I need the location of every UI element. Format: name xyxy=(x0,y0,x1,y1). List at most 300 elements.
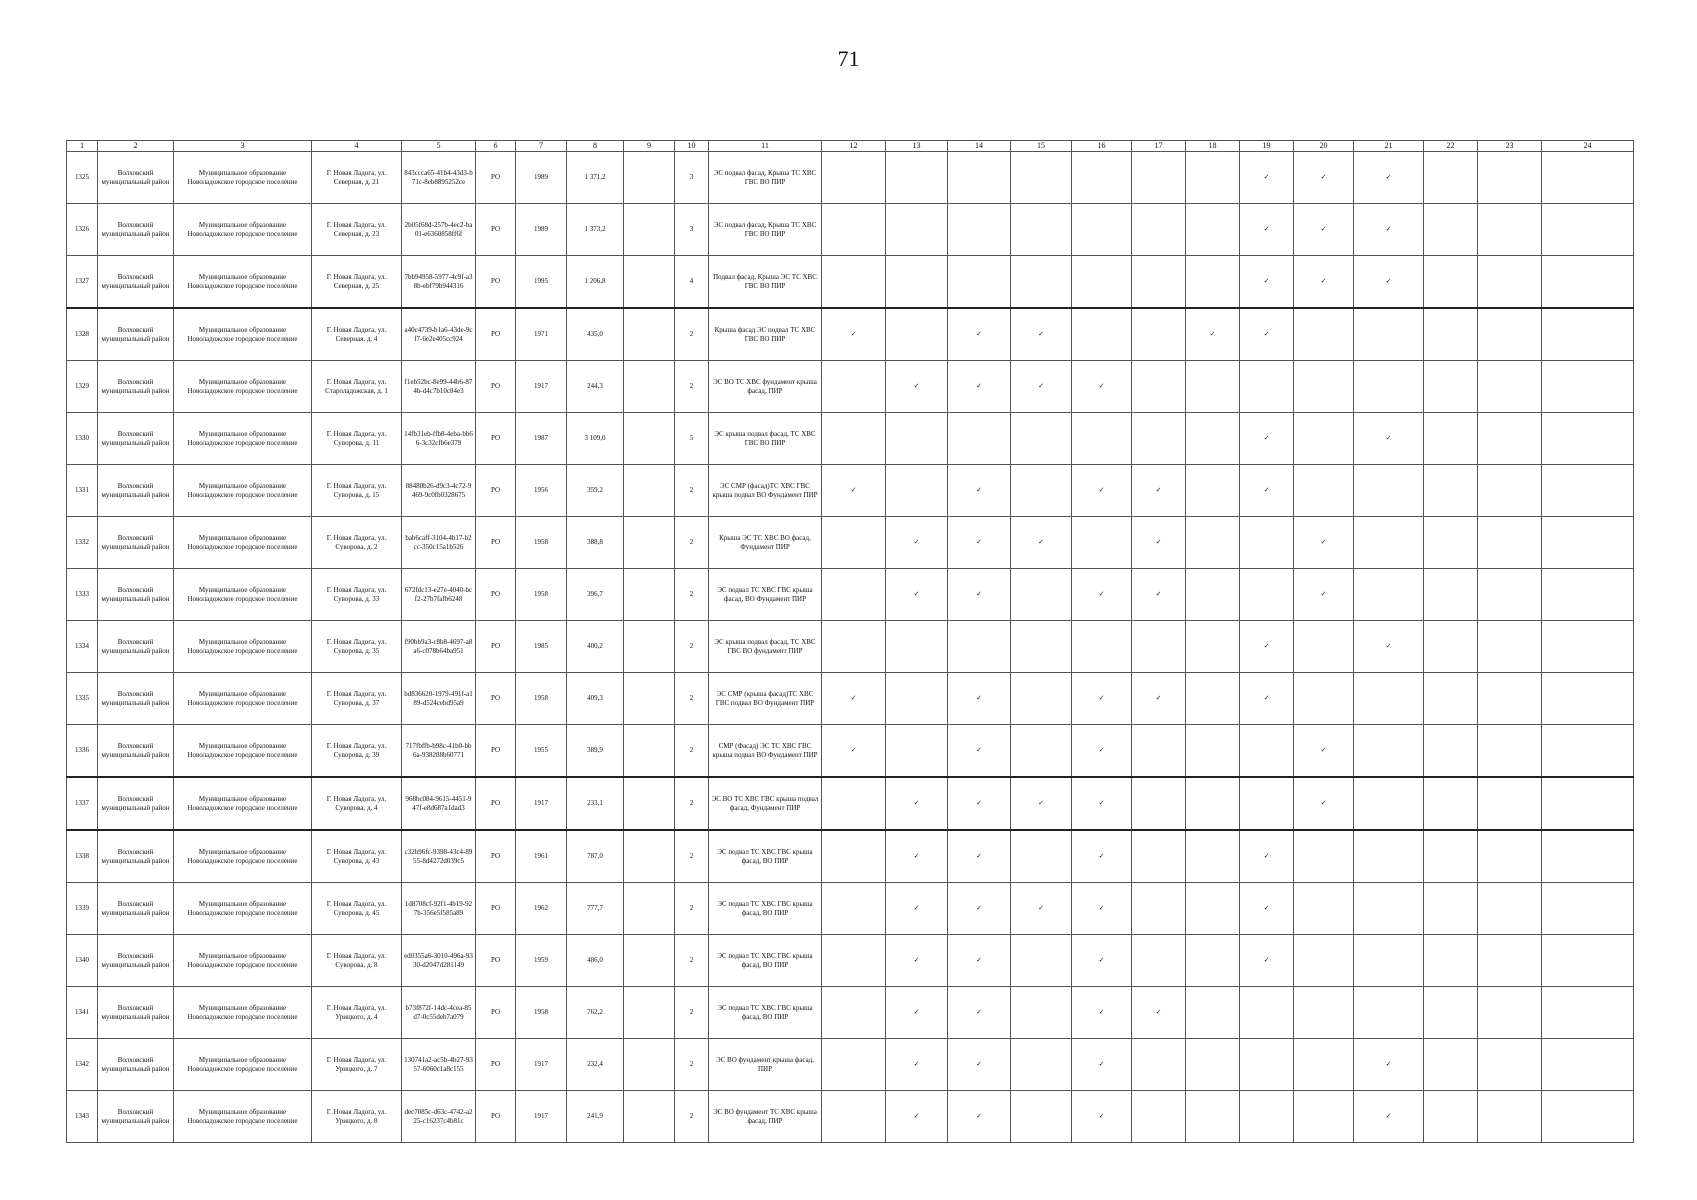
empty-mark-cell xyxy=(1478,152,1542,204)
checkmark-icon: ✓ xyxy=(1294,725,1354,778)
works-cell: ЭС ВО ТС ХВС ГВС крыша подвал фасад, Фундамент ПИР xyxy=(709,777,822,830)
empty-mark-cell xyxy=(1011,935,1072,987)
empty-mark-cell xyxy=(1478,673,1542,725)
empty-mark-cell xyxy=(1011,204,1072,256)
empty-mark-cell xyxy=(1424,883,1478,935)
table-row xyxy=(67,1091,1634,1143)
checkmark-icon: ✓ xyxy=(886,777,948,830)
column-10-cell: 2 xyxy=(675,777,709,830)
empty-mark-cell xyxy=(1424,361,1478,413)
area-cell: 1 206,8 xyxy=(567,256,624,309)
address-cell: Г. Новая Ладога, ул. Северная, д. 25 xyxy=(312,256,402,309)
column-number-row xyxy=(67,141,1634,152)
table-row xyxy=(67,465,1634,517)
column-9-cell xyxy=(624,569,675,621)
row-number: 1335 xyxy=(67,673,98,725)
row-number: 1338 xyxy=(67,830,98,883)
checkmark-icon: ✓ xyxy=(948,517,1011,569)
checkmark-icon: ✓ xyxy=(1294,256,1354,309)
district-cell: Волховский муниципальный район xyxy=(98,413,174,465)
year-cell: 1989 xyxy=(516,152,567,204)
column-9-cell xyxy=(624,1039,675,1091)
table-body xyxy=(67,152,1634,1143)
municipality-cell: Муниципальное образование Новоладожское городское поселение xyxy=(174,1091,312,1143)
column-10-cell: 3 xyxy=(675,152,709,204)
empty-mark-cell xyxy=(1240,361,1294,413)
address-cell: Г. Новая Ладога, ул. Урицкого, д. 4 xyxy=(312,987,402,1039)
empty-mark-cell xyxy=(1132,413,1186,465)
checkmark-icon: ✓ xyxy=(948,935,1011,987)
house-code-cell: 7bb94958-5977-4c9f-a38b-ebf79b944316 xyxy=(402,256,476,309)
empty-mark-cell xyxy=(948,256,1011,309)
empty-mark-cell xyxy=(1424,673,1478,725)
empty-mark-cell xyxy=(1186,517,1240,569)
column-10-cell: 2 xyxy=(675,883,709,935)
empty-mark-cell xyxy=(1542,204,1634,256)
row-number: 1325 xyxy=(67,152,98,204)
empty-mark-cell xyxy=(1542,413,1634,465)
address-cell: Г. Новая Ладога, ул. Суворова, д. 8 xyxy=(312,935,402,987)
empty-mark-cell xyxy=(1294,830,1354,883)
column-9-cell xyxy=(624,361,675,413)
empty-mark-cell xyxy=(1294,1039,1354,1091)
checkmark-icon: ✓ xyxy=(1354,256,1424,309)
column-10-cell: 2 xyxy=(675,465,709,517)
type-cell: РО xyxy=(476,308,516,361)
row-number: 1326 xyxy=(67,204,98,256)
empty-mark-cell xyxy=(1240,725,1294,778)
empty-mark-cell xyxy=(1011,987,1072,1039)
area-cell: 388,8 xyxy=(567,517,624,569)
works-cell: Подвал фасад, Крыша ЭС ТС ХВС ГВС ВО ПИР xyxy=(709,256,822,309)
checkmark-icon: ✓ xyxy=(948,725,1011,778)
empty-mark-cell xyxy=(1478,256,1542,309)
column-10-cell: 2 xyxy=(675,725,709,778)
district-cell: Волховский муниципальный район xyxy=(98,777,174,830)
municipality-cell: Муниципальное образование Новоладожское городское поселение xyxy=(174,517,312,569)
empty-mark-cell xyxy=(1011,830,1072,883)
checkmark-icon: ✓ xyxy=(822,308,886,361)
empty-mark-cell xyxy=(822,1039,886,1091)
empty-mark-cell xyxy=(1424,935,1478,987)
area-cell: 359,2 xyxy=(567,465,624,517)
row-number: 1337 xyxy=(67,777,98,830)
empty-mark-cell xyxy=(1186,883,1240,935)
empty-mark-cell xyxy=(886,308,948,361)
column-10-cell: 2 xyxy=(675,621,709,673)
column-number-4: 4 xyxy=(312,141,402,152)
year-cell: 1917 xyxy=(516,1039,567,1091)
column-number-5: 5 xyxy=(402,141,476,152)
empty-mark-cell xyxy=(1186,725,1240,778)
empty-mark-cell xyxy=(1132,830,1186,883)
year-cell: 1962 xyxy=(516,883,567,935)
checkmark-icon: ✓ xyxy=(1072,1091,1132,1143)
checkmark-icon: ✓ xyxy=(886,883,948,935)
empty-mark-cell xyxy=(1542,361,1634,413)
district-cell: Волховский муниципальный район xyxy=(98,204,174,256)
column-number-24: 24 xyxy=(1542,141,1634,152)
empty-mark-cell xyxy=(1354,935,1424,987)
district-cell: Волховский муниципальный район xyxy=(98,830,174,883)
municipality-cell: Муниципальное образование Новоладожское городское поселение xyxy=(174,673,312,725)
checkmark-icon: ✓ xyxy=(948,1091,1011,1143)
works-cell: ЭС ВО ТС ХВС фундамент крыша фасад, ПИР xyxy=(709,361,822,413)
empty-mark-cell xyxy=(1478,777,1542,830)
empty-mark-cell xyxy=(1011,413,1072,465)
house-code-cell: a40c4739-b1a6-43de-9cf7-6e2e405cc924 xyxy=(402,308,476,361)
column-number-21: 21 xyxy=(1354,141,1424,152)
house-code-cell: 130741a2-ac5b-4b27-9357-6060c1a8c155 xyxy=(402,1039,476,1091)
address-cell: Г. Новая Ладога, ул. Староладожская, д. 1 xyxy=(312,361,402,413)
empty-mark-cell xyxy=(1294,1091,1354,1143)
type-cell: РО xyxy=(476,935,516,987)
empty-mark-cell xyxy=(1186,777,1240,830)
area-cell: 3 109,0 xyxy=(567,413,624,465)
checkmark-icon: ✓ xyxy=(1354,1091,1424,1143)
table-row xyxy=(67,673,1634,725)
empty-mark-cell xyxy=(822,413,886,465)
checkmark-icon: ✓ xyxy=(1072,830,1132,883)
empty-mark-cell xyxy=(822,517,886,569)
table-row xyxy=(67,1039,1634,1091)
checkmark-icon: ✓ xyxy=(1294,204,1354,256)
checkmark-icon: ✓ xyxy=(1240,413,1294,465)
empty-mark-cell xyxy=(1424,1091,1478,1143)
district-cell: Волховский муниципальный район xyxy=(98,935,174,987)
column-9-cell xyxy=(624,256,675,309)
empty-mark-cell xyxy=(1478,204,1542,256)
checkmark-icon: ✓ xyxy=(948,569,1011,621)
column-9-cell xyxy=(624,621,675,673)
column-number-16: 16 xyxy=(1072,141,1132,152)
empty-mark-cell xyxy=(1011,621,1072,673)
checkmark-icon: ✓ xyxy=(886,935,948,987)
empty-mark-cell xyxy=(1294,361,1354,413)
empty-mark-cell xyxy=(822,935,886,987)
house-code-cell: f90bb9a3-c8b8-4697-a8a6-c078b64ba951 xyxy=(402,621,476,673)
checkmark-icon: ✓ xyxy=(948,883,1011,935)
house-code-cell: f1eb52bc-8e99-44b6-874b-d4c7b10c84e3 xyxy=(402,361,476,413)
municipality-cell: Муниципальное образование Новоладожское городское поселение xyxy=(174,621,312,673)
year-cell: 1917 xyxy=(516,361,567,413)
checkmark-icon: ✓ xyxy=(1072,465,1132,517)
empty-mark-cell xyxy=(1186,830,1240,883)
empty-mark-cell xyxy=(1424,204,1478,256)
address-cell: Г. Новая Ладога, ул. Северная, д. 4 xyxy=(312,308,402,361)
checkmark-icon: ✓ xyxy=(822,725,886,778)
checkmark-icon: ✓ xyxy=(886,361,948,413)
type-cell: РО xyxy=(476,777,516,830)
checkmark-icon: ✓ xyxy=(886,517,948,569)
type-cell: РО xyxy=(476,621,516,673)
municipality-cell: Муниципальное образование Новоладожское городское поселение xyxy=(174,465,312,517)
empty-mark-cell xyxy=(1354,883,1424,935)
empty-mark-cell xyxy=(1132,204,1186,256)
area-cell: 777,7 xyxy=(567,883,624,935)
empty-mark-cell xyxy=(1478,413,1542,465)
empty-mark-cell xyxy=(948,152,1011,204)
column-number-1: 1 xyxy=(67,141,98,152)
checkmark-icon: ✓ xyxy=(948,673,1011,725)
year-cell: 1955 xyxy=(516,725,567,778)
empty-mark-cell xyxy=(1240,1091,1294,1143)
works-cell: ЭС СМР (крыша фасад)ТС ХВС ГВС подвал ВО Фундамент ПИР xyxy=(709,673,822,725)
checkmark-icon: ✓ xyxy=(1240,673,1294,725)
empty-mark-cell xyxy=(1186,1039,1240,1091)
empty-mark-cell xyxy=(886,204,948,256)
house-code-cell: 14fb31eb-ffb8-4eba-bb66-3c32cfb6e379 xyxy=(402,413,476,465)
works-cell: ЭС подвал фасад, Крыша ТС ХВС ГВС ВО ПИР xyxy=(709,204,822,256)
column-9-cell xyxy=(624,152,675,204)
empty-mark-cell xyxy=(1132,361,1186,413)
type-cell: РО xyxy=(476,256,516,309)
address-cell: Г. Новая Ладога, ул. Суворова, д. 43 xyxy=(312,830,402,883)
empty-mark-cell xyxy=(1011,256,1072,309)
district-cell: Волховский муниципальный район xyxy=(98,725,174,778)
empty-mark-cell xyxy=(1132,152,1186,204)
house-code-cell: b73f872f-14dc-4cea-85d7-0c55deb7a079 xyxy=(402,987,476,1039)
checkmark-icon: ✓ xyxy=(1132,465,1186,517)
empty-mark-cell xyxy=(1478,621,1542,673)
table-row xyxy=(67,204,1634,256)
empty-mark-cell xyxy=(822,204,886,256)
column-9-cell xyxy=(624,308,675,361)
empty-mark-cell xyxy=(1186,1091,1240,1143)
empty-mark-cell xyxy=(1542,1091,1634,1143)
works-cell: Крыша фасад ЭС подвал ТС ХВС ГВС ВО ПИР xyxy=(709,308,822,361)
column-9-cell xyxy=(624,777,675,830)
empty-mark-cell xyxy=(1542,725,1634,778)
checkmark-icon: ✓ xyxy=(886,1091,948,1143)
district-cell: Волховский муниципальный район xyxy=(98,308,174,361)
empty-mark-cell xyxy=(1424,413,1478,465)
municipality-cell: Муниципальное образование Новоладожское городское поселение xyxy=(174,256,312,309)
area-cell: 787,0 xyxy=(567,830,624,883)
area-cell: 232,4 xyxy=(567,1039,624,1091)
table-row xyxy=(67,256,1634,309)
column-number-10: 10 xyxy=(675,141,709,152)
empty-mark-cell xyxy=(1478,883,1542,935)
checkmark-icon: ✓ xyxy=(886,987,948,1039)
empty-mark-cell xyxy=(1542,465,1634,517)
column-10-cell: 2 xyxy=(675,987,709,1039)
works-cell: ЭС подвал ТС ХВС ГВС крыша фасад, ВО ПИР xyxy=(709,883,822,935)
checkmark-icon: ✓ xyxy=(1072,569,1132,621)
municipality-cell: Муниципальное образование Новоладожское городское поселение xyxy=(174,152,312,204)
empty-mark-cell xyxy=(886,413,948,465)
empty-mark-cell xyxy=(1186,621,1240,673)
house-code-cell: dec7085c-d63c-4742-a225-c16237c4b81c xyxy=(402,1091,476,1143)
district-cell: Волховский муниципальный район xyxy=(98,256,174,309)
checkmark-icon: ✓ xyxy=(1240,152,1294,204)
empty-mark-cell xyxy=(1240,517,1294,569)
empty-mark-cell xyxy=(1424,830,1478,883)
area-cell: 486,0 xyxy=(567,935,624,987)
row-number: 1340 xyxy=(67,935,98,987)
empty-mark-cell xyxy=(948,413,1011,465)
column-number-14: 14 xyxy=(948,141,1011,152)
empty-mark-cell xyxy=(1294,308,1354,361)
empty-mark-cell xyxy=(1186,152,1240,204)
empty-mark-cell xyxy=(822,256,886,309)
type-cell: РО xyxy=(476,1091,516,1143)
type-cell: РО xyxy=(476,152,516,204)
checkmark-icon: ✓ xyxy=(1354,413,1424,465)
address-cell: Г. Новая Ладога, ул. Урицкого, д. 8 xyxy=(312,1091,402,1143)
type-cell: РО xyxy=(476,413,516,465)
empty-mark-cell xyxy=(1542,883,1634,935)
checkmark-icon: ✓ xyxy=(1072,673,1132,725)
empty-mark-cell xyxy=(1542,308,1634,361)
checkmark-icon: ✓ xyxy=(1011,777,1072,830)
house-code-cell: 1d8708cf-92f1-4b19-927b-356e5f585a89 xyxy=(402,883,476,935)
year-cell: 1917 xyxy=(516,1091,567,1143)
municipality-cell: Муниципальное образование Новоладожское городское поселение xyxy=(174,308,312,361)
empty-mark-cell xyxy=(822,830,886,883)
empty-mark-cell xyxy=(1354,569,1424,621)
checkmark-icon: ✓ xyxy=(1240,256,1294,309)
year-cell: 1917 xyxy=(516,777,567,830)
empty-mark-cell xyxy=(1132,725,1186,778)
empty-mark-cell xyxy=(1478,308,1542,361)
row-number: 1331 xyxy=(67,465,98,517)
table-row xyxy=(67,777,1634,830)
municipality-cell: Муниципальное образование Новоладожское городское поселение xyxy=(174,987,312,1039)
empty-mark-cell xyxy=(1424,517,1478,569)
empty-mark-cell xyxy=(1294,935,1354,987)
empty-mark-cell xyxy=(948,204,1011,256)
address-cell: Г. Новая Ладога, ул. Северная, д. 23 xyxy=(312,204,402,256)
empty-mark-cell xyxy=(1478,830,1542,883)
year-cell: 1958 xyxy=(516,517,567,569)
column-number-22: 22 xyxy=(1424,141,1478,152)
column-number-18: 18 xyxy=(1186,141,1240,152)
checkmark-icon: ✓ xyxy=(1240,830,1294,883)
empty-mark-cell xyxy=(1072,308,1132,361)
year-cell: 1958 xyxy=(516,569,567,621)
empty-mark-cell xyxy=(1424,777,1478,830)
empty-mark-cell xyxy=(1542,569,1634,621)
empty-mark-cell xyxy=(1132,256,1186,309)
empty-mark-cell xyxy=(1186,256,1240,309)
area-cell: 1 373,2 xyxy=(567,204,624,256)
district-cell: Волховский муниципальный район xyxy=(98,517,174,569)
empty-mark-cell xyxy=(1424,569,1478,621)
checkmark-icon: ✓ xyxy=(948,987,1011,1039)
checkmark-icon: ✓ xyxy=(1072,361,1132,413)
type-cell: РО xyxy=(476,987,516,1039)
empty-mark-cell xyxy=(1424,256,1478,309)
municipality-cell: Муниципальное образование Новоладожское городское поселение xyxy=(174,569,312,621)
empty-mark-cell xyxy=(1542,152,1634,204)
type-cell: РО xyxy=(476,1039,516,1091)
empty-mark-cell xyxy=(1478,569,1542,621)
empty-mark-cell xyxy=(1072,517,1132,569)
empty-mark-cell xyxy=(1011,569,1072,621)
empty-mark-cell xyxy=(1186,987,1240,1039)
area-cell: 396,7 xyxy=(567,569,624,621)
column-number-15: 15 xyxy=(1011,141,1072,152)
district-cell: Волховский муниципальный район xyxy=(98,465,174,517)
works-cell: СМР (Фасад) ЭС ТС ХВС ГВС крыша подвал ВО Фундамент ПИР xyxy=(709,725,822,778)
table-row xyxy=(67,517,1634,569)
empty-mark-cell xyxy=(1354,777,1424,830)
address-cell: Г. Новая Ладога, ул. Суворова, д. 4 xyxy=(312,777,402,830)
municipality-cell: Муниципальное образование Новоладожское городское поселение xyxy=(174,935,312,987)
checkmark-icon: ✓ xyxy=(1240,621,1294,673)
empty-mark-cell xyxy=(1542,256,1634,309)
address-cell: Г. Новая Ладога, ул. Суворова, д. 15 xyxy=(312,465,402,517)
checkmark-icon: ✓ xyxy=(1132,673,1186,725)
area-cell: 241,9 xyxy=(567,1091,624,1143)
works-cell: ЭС подвал ТС ХВС ГВС крыша фасад, ВО ПИР xyxy=(709,987,822,1039)
district-cell: Волховский муниципальный район xyxy=(98,569,174,621)
row-number: 1329 xyxy=(67,361,98,413)
checkmark-icon: ✓ xyxy=(1132,569,1186,621)
column-10-cell: 2 xyxy=(675,673,709,725)
row-number: 1328 xyxy=(67,308,98,361)
empty-mark-cell xyxy=(1478,935,1542,987)
area-cell: 400,2 xyxy=(567,621,624,673)
empty-mark-cell xyxy=(1294,883,1354,935)
column-9-cell xyxy=(624,517,675,569)
row-number: 1330 xyxy=(67,413,98,465)
empty-mark-cell xyxy=(1132,621,1186,673)
empty-mark-cell xyxy=(1354,517,1424,569)
empty-mark-cell xyxy=(948,621,1011,673)
empty-mark-cell xyxy=(1072,204,1132,256)
municipality-cell: Муниципальное образование Новоладожское городское поселение xyxy=(174,361,312,413)
column-9-cell xyxy=(624,673,675,725)
empty-mark-cell xyxy=(1354,830,1424,883)
works-cell: ЭС ВО фундамент крыша фасад, ПИР xyxy=(709,1039,822,1091)
checkmark-icon: ✓ xyxy=(886,569,948,621)
checkmark-icon: ✓ xyxy=(1354,152,1424,204)
empty-mark-cell xyxy=(1240,987,1294,1039)
empty-mark-cell xyxy=(1294,621,1354,673)
empty-mark-cell xyxy=(1011,1039,1072,1091)
empty-mark-cell xyxy=(1478,465,1542,517)
empty-mark-cell xyxy=(1186,935,1240,987)
district-cell: Волховский муниципальный район xyxy=(98,883,174,935)
type-cell: РО xyxy=(476,361,516,413)
checkmark-icon: ✓ xyxy=(1354,204,1424,256)
column-10-cell: 3 xyxy=(675,204,709,256)
table-row xyxy=(67,935,1634,987)
empty-mark-cell xyxy=(1011,725,1072,778)
house-code-cell: c32b96fc-9398-43c4-8955-8d4272d039c5 xyxy=(402,830,476,883)
empty-mark-cell xyxy=(1072,621,1132,673)
empty-mark-cell xyxy=(1542,673,1634,725)
empty-mark-cell xyxy=(822,1091,886,1143)
row-number: 1339 xyxy=(67,883,98,935)
address-cell: Г. Новая Ладога, ул. Северная, д. 21 xyxy=(312,152,402,204)
checkmark-icon: ✓ xyxy=(1011,883,1072,935)
empty-mark-cell xyxy=(886,465,948,517)
address-cell: Г. Новая Ладога, ул. Суворова, д. 33 xyxy=(312,569,402,621)
checkmark-icon: ✓ xyxy=(1132,987,1186,1039)
empty-mark-cell xyxy=(1424,152,1478,204)
empty-mark-cell xyxy=(1011,465,1072,517)
checkmark-icon: ✓ xyxy=(822,465,886,517)
year-cell: 1989 xyxy=(516,204,567,256)
empty-mark-cell xyxy=(1478,1091,1542,1143)
house-code-cell: bab6caff-3104-4b17-b2cc-350c15a1b526 xyxy=(402,517,476,569)
column-10-cell: 5 xyxy=(675,413,709,465)
empty-mark-cell xyxy=(1011,673,1072,725)
checkmark-icon: ✓ xyxy=(948,465,1011,517)
